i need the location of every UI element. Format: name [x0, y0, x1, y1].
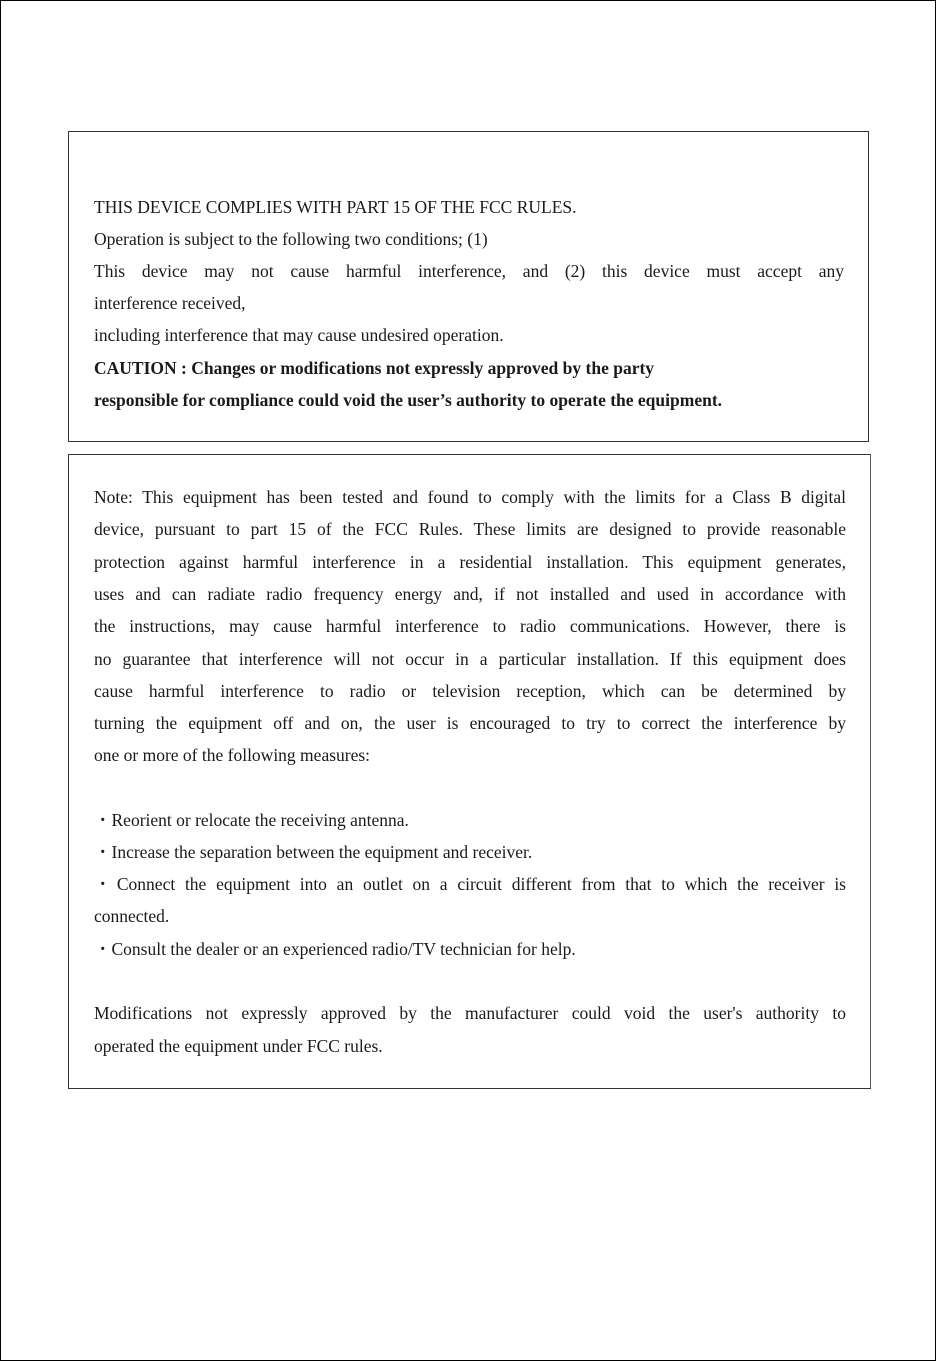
- note-line: uses and can radiate radio frequency energy and, if not installed and used in accordance with: [94, 584, 846, 604]
- conditions-line: interference received,: [94, 293, 246, 313]
- conditions-line: This device may not cause harmful interference, and (2) this device must accept any: [94, 261, 844, 281]
- measure-list-item: ・Connect the equipment into an outlet on a circuit different from that to which the receiver is: [94, 874, 846, 894]
- box-border: [870, 454, 871, 1088]
- fcc-note-box: [68, 454, 871, 1089]
- fcc-compliance-box: [68, 131, 869, 442]
- note-line: one or more of the following measures:: [94, 745, 371, 765]
- compliance-heading: THIS DEVICE COMPLIES WITH PART 15 OF THE FCC RULES.: [94, 197, 577, 217]
- measure-list-item: connected.: [94, 906, 170, 926]
- box-border: [69, 454, 870, 455]
- note-line: cause harmful interference to radio or television reception, which can be determined by: [94, 681, 846, 701]
- conditions-intro: Operation is subject to the following two conditions; (1): [94, 229, 488, 249]
- closing-line: Modifications not expressly approved by the manufacturer could void the user's authority to: [94, 1003, 846, 1023]
- measure-list-item: ・Reorient or relocate the receiving antenna.: [94, 810, 409, 830]
- caution-text: responsible for compliance could void the user’s authority to operate the equipment.: [94, 390, 723, 410]
- measure-list-item: ・Consult the dealer or an experienced radio/TV technician for help.: [94, 939, 576, 959]
- measure-list-item: ・Increase the separation between the equipment and receiver.: [94, 842, 533, 862]
- note-line: no guarantee that interference will not occur in a particular installation. If this equipment does: [94, 649, 846, 669]
- note-line: Note: This equipment has been tested and found to comply with the limits for a Class B digital: [94, 487, 846, 507]
- note-line: device, pursuant to part 15 of the FCC Rules. These limits are designed to provide reasonable: [94, 519, 846, 539]
- note-line: protection against harmful interference in a residential installation. This equipment generates,: [94, 552, 846, 572]
- caution-text: CAUTION : Changes or modifications not expressly approved by the party: [94, 358, 655, 378]
- note-line: turning the equipment off and on, the user is encouraged to try to correct the interference by: [94, 713, 846, 733]
- conditions-line: including interference that may cause undesired operation.: [94, 325, 504, 345]
- closing-line: operated the equipment under FCC rules.: [94, 1036, 383, 1056]
- note-line: the instructions, may cause harmful interference to radio communications. However, there is: [94, 616, 846, 636]
